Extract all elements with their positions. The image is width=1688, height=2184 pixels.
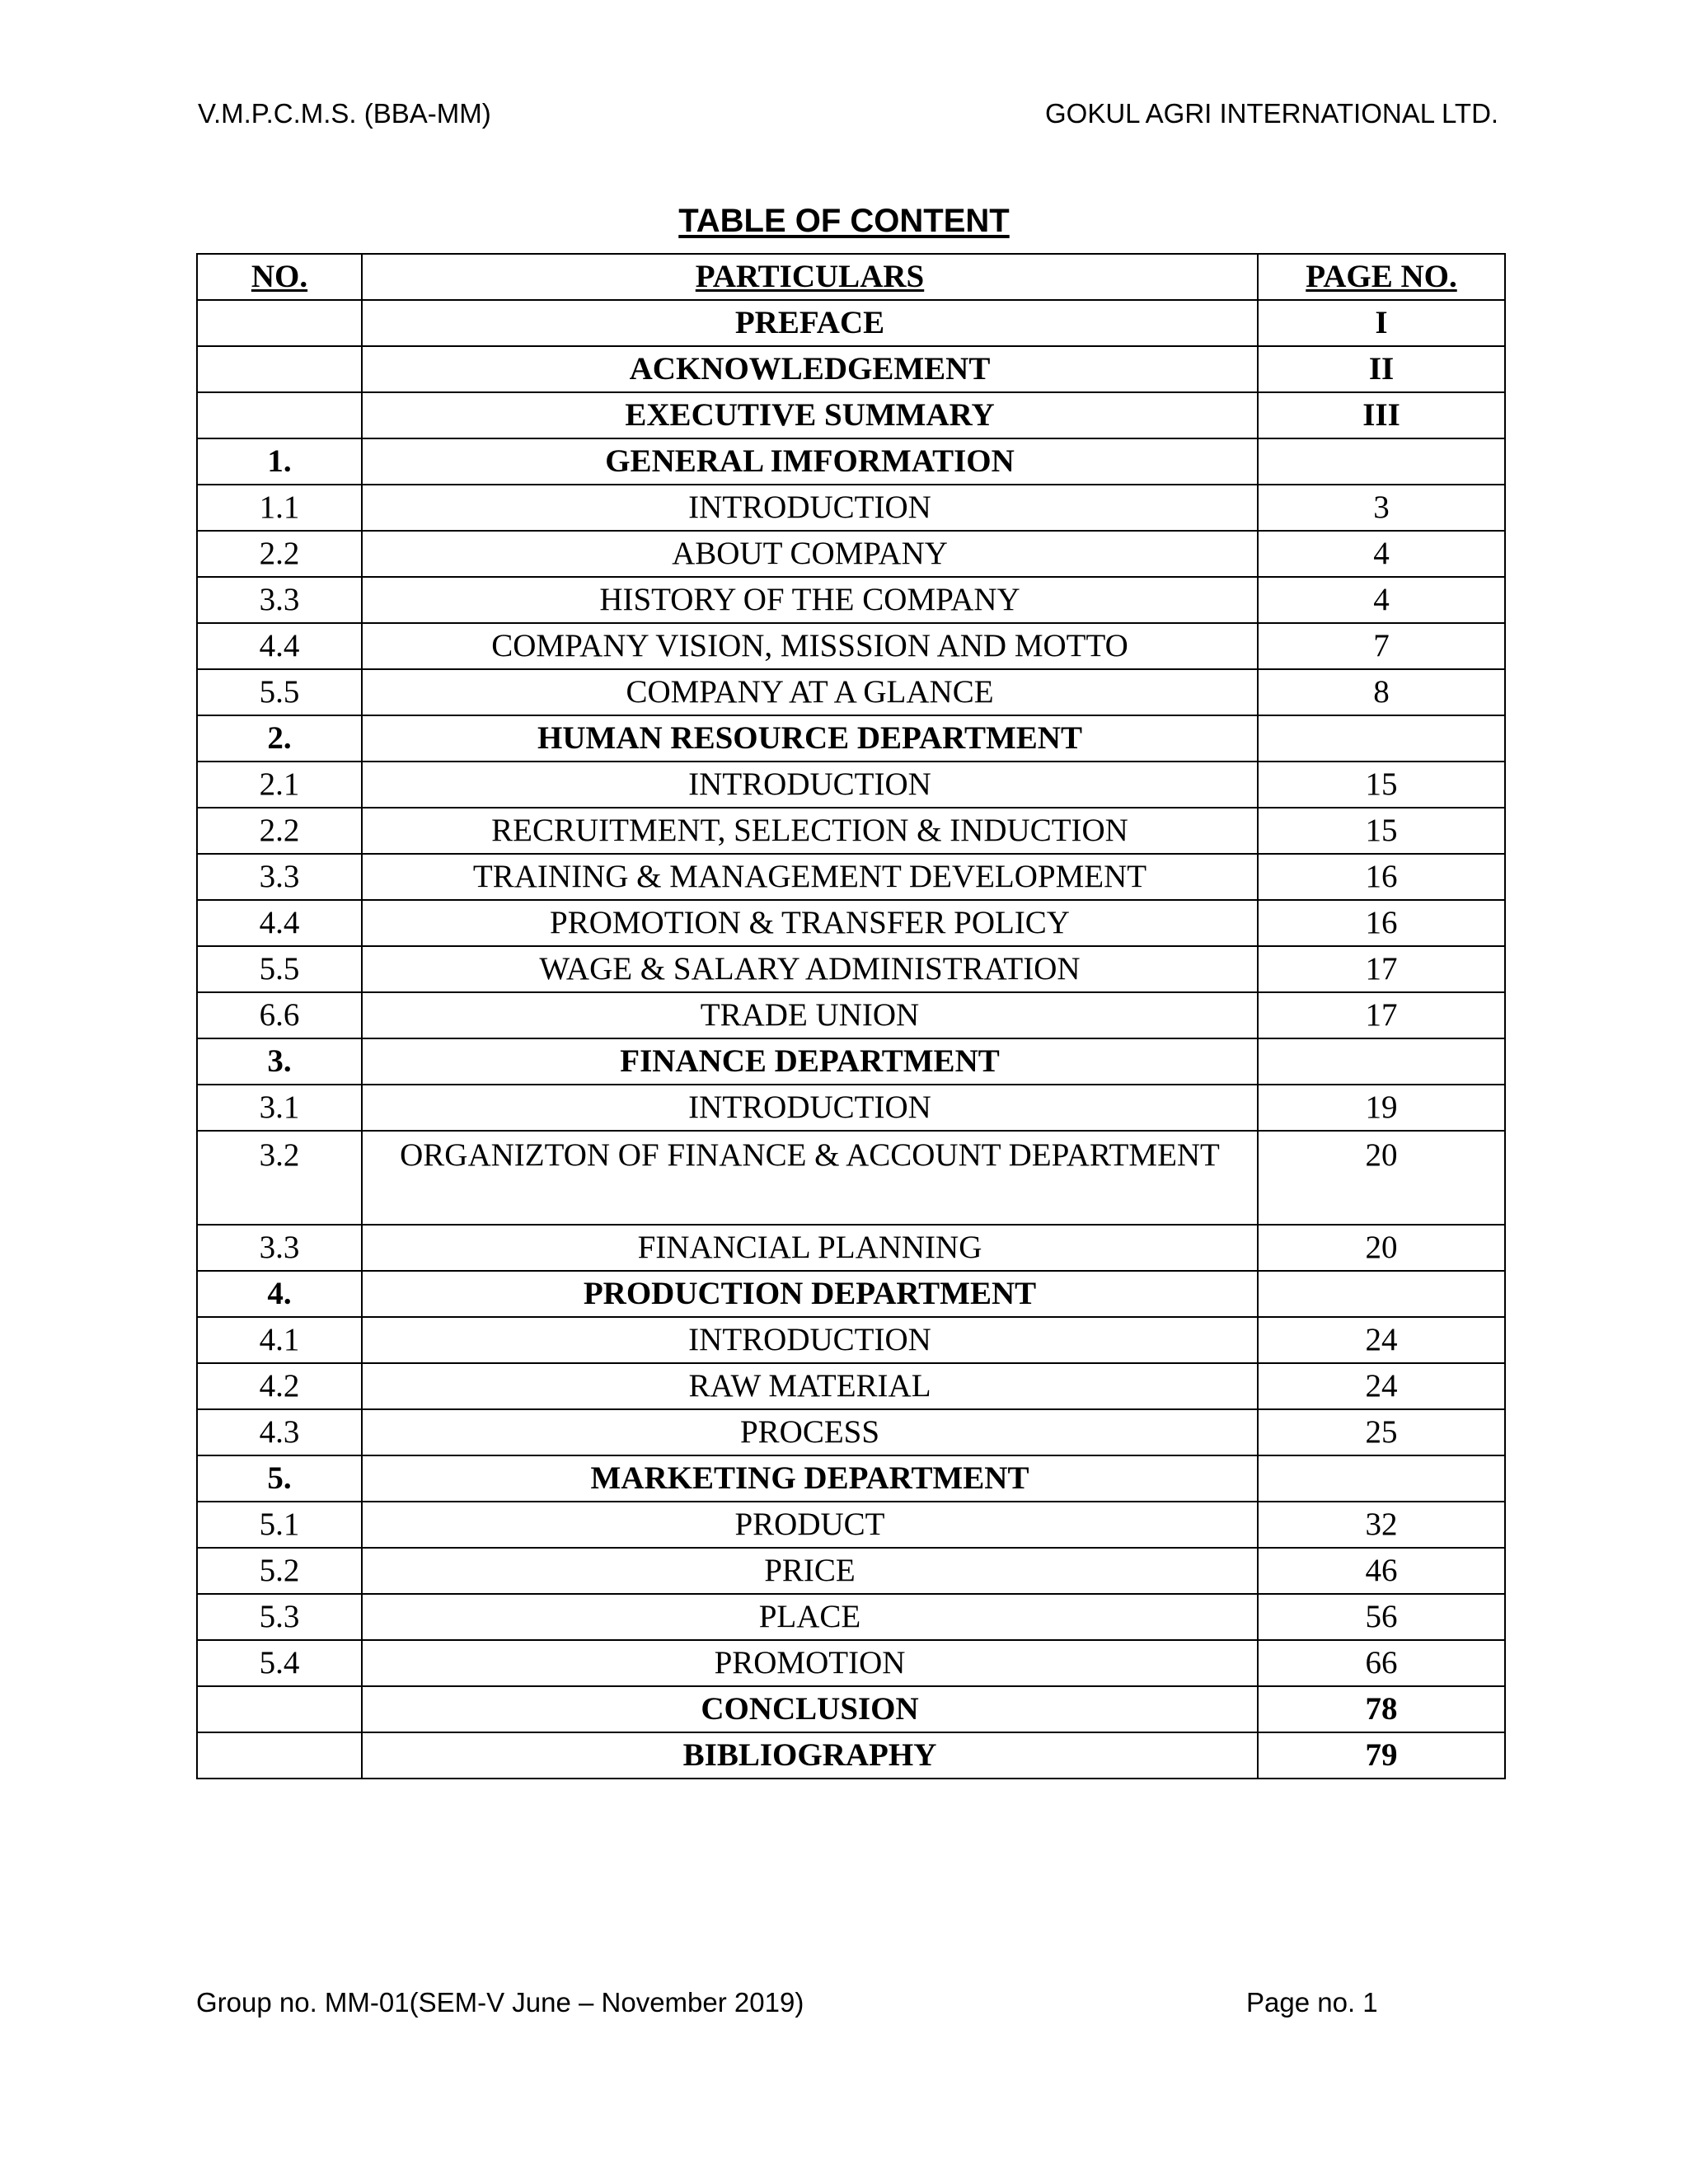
row-page-number: 79 <box>1258 1732 1505 1779</box>
row-page-number <box>1258 1038 1505 1085</box>
table-row <box>197 992 1505 1038</box>
row-page-number: I <box>1258 300 1505 346</box>
toc-body <box>197 300 1505 1779</box>
row-number <box>197 1686 362 1732</box>
row-number: 2.2 <box>197 531 362 577</box>
row-page-number: 20 <box>1258 1225 1505 1271</box>
row-page-number: 16 <box>1258 900 1505 946</box>
table-row <box>197 623 1505 669</box>
row-particulars: COMPANY VISION, MISSSION AND MOTTO <box>362 623 1258 669</box>
table-row <box>197 1409 1505 1455</box>
table-row <box>197 1225 1505 1271</box>
row-page-number: 3 <box>1258 485 1505 531</box>
row-number: 3.3 <box>197 1225 362 1271</box>
row-number: 5.4 <box>197 1640 362 1686</box>
row-number: 5.3 <box>197 1594 362 1640</box>
table-row <box>197 1317 1505 1363</box>
row-number: 3.2 <box>197 1131 362 1225</box>
row-particulars: HUMAN RESOURCE DEPARTMENT <box>362 715 1258 762</box>
table-row <box>197 1594 1505 1640</box>
table-row <box>197 762 1505 808</box>
row-particulars: BIBLIOGRAPHY <box>362 1732 1258 1779</box>
row-number <box>197 300 362 346</box>
table-row <box>197 808 1505 854</box>
row-number: 3.1 <box>197 1085 362 1131</box>
row-page-number: III <box>1258 392 1505 438</box>
table-row <box>197 1640 1505 1686</box>
column-header-page: PAGE NO. <box>1258 254 1505 300</box>
table-row <box>197 1131 1505 1225</box>
row-page-number <box>1258 715 1505 762</box>
row-page-number: 46 <box>1258 1548 1505 1594</box>
footer-group: Group no. MM-01(SEM-V June – November 2019) <box>196 1987 804 2018</box>
row-page-number <box>1258 1455 1505 1502</box>
row-page-number: 56 <box>1258 1594 1505 1640</box>
header-institute: V.M.P.C.M.S. (BBA-MM) <box>198 98 491 129</box>
row-page-number: 4 <box>1258 531 1505 577</box>
row-particulars: ABOUT COMPANY <box>362 531 1258 577</box>
row-particulars: RAW MATERIAL <box>362 1363 1258 1409</box>
table-row <box>197 438 1505 485</box>
row-particulars: CONCLUSION <box>362 1686 1258 1732</box>
table-row <box>197 1686 1505 1732</box>
row-page-number: 32 <box>1258 1502 1505 1548</box>
table-row <box>197 1732 1505 1779</box>
row-number: 4.3 <box>197 1409 362 1455</box>
table-row <box>197 485 1505 531</box>
row-page-number: 15 <box>1258 808 1505 854</box>
row-number <box>197 346 362 392</box>
row-page-number <box>1258 1271 1505 1317</box>
row-number: 2. <box>197 715 362 762</box>
row-number: 1.1 <box>197 485 362 531</box>
table-row <box>197 1363 1505 1409</box>
table-row <box>197 854 1505 900</box>
row-number: 1. <box>197 438 362 485</box>
table-row <box>197 900 1505 946</box>
row-page-number: 25 <box>1258 1409 1505 1455</box>
row-page-number: 24 <box>1258 1363 1505 1409</box>
table-row <box>197 1502 1505 1548</box>
row-particulars: RECRUITMENT, SELECTION & INDUCTION <box>362 808 1258 854</box>
row-number: 3.3 <box>197 577 362 623</box>
row-page-number: 15 <box>1258 762 1505 808</box>
row-particulars: ACKNOWLEDGEMENT <box>362 346 1258 392</box>
row-number: 5. <box>197 1455 362 1502</box>
row-number: 5.5 <box>197 946 362 992</box>
table-row <box>197 577 1505 623</box>
row-page-number: 20 <box>1258 1131 1505 1225</box>
row-page-number: 8 <box>1258 669 1505 715</box>
table-row <box>197 300 1505 346</box>
row-number: 5.2 <box>197 1548 362 1594</box>
row-particulars: PRICE <box>362 1548 1258 1594</box>
row-particulars: PLACE <box>362 1594 1258 1640</box>
table-row <box>197 1548 1505 1594</box>
row-page-number: 17 <box>1258 946 1505 992</box>
row-particulars: INTRODUCTION <box>362 485 1258 531</box>
row-particulars: FINANCE DEPARTMENT <box>362 1038 1258 1085</box>
toc-table <box>196 253 1506 1779</box>
row-particulars: ORGANIZTON OF FINANCE & ACCOUNT DEPARTMENT <box>362 1131 1258 1225</box>
table-row <box>197 1038 1505 1085</box>
row-particulars: PREFACE <box>362 300 1258 346</box>
row-number: 3.3 <box>197 854 362 900</box>
row-particulars: EXECUTIVE SUMMARY <box>362 392 1258 438</box>
row-number: 4.2 <box>197 1363 362 1409</box>
row-particulars: COMPANY AT A GLANCE <box>362 669 1258 715</box>
row-particulars: PRODUCT <box>362 1502 1258 1548</box>
row-number: 2.1 <box>197 762 362 808</box>
row-number: 4.1 <box>197 1317 362 1363</box>
column-header-no: NO. <box>197 254 362 300</box>
row-particulars: PROMOTION & TRANSFER POLICY <box>362 900 1258 946</box>
row-page-number: 78 <box>1258 1686 1505 1732</box>
row-particulars: MARKETING DEPARTMENT <box>362 1455 1258 1502</box>
row-number: 5.5 <box>197 669 362 715</box>
table-row <box>197 531 1505 577</box>
row-page-number: 4 <box>1258 577 1505 623</box>
row-page-number <box>1258 438 1505 485</box>
table-row <box>197 1271 1505 1317</box>
row-page-number: 24 <box>1258 1317 1505 1363</box>
row-particulars: PRODUCTION DEPARTMENT <box>362 1271 1258 1317</box>
row-number <box>197 1732 362 1779</box>
row-particulars: INTRODUCTION <box>362 1085 1258 1131</box>
table-row <box>197 669 1505 715</box>
row-page-number: 17 <box>1258 992 1505 1038</box>
row-particulars: PROMOTION <box>362 1640 1258 1686</box>
table-row <box>197 715 1505 762</box>
row-particulars: INTRODUCTION <box>362 762 1258 808</box>
row-page-number: II <box>1258 346 1505 392</box>
row-number: 5.1 <box>197 1502 362 1548</box>
table-row <box>197 1085 1505 1131</box>
header-company: GOKUL AGRI INTERNATIONAL LTD. <box>1045 98 1499 129</box>
row-particulars: FINANCIAL PLANNING <box>362 1225 1258 1271</box>
row-particulars: GENERAL IMFORMATION <box>362 438 1258 485</box>
row-number: 2.2 <box>197 808 362 854</box>
row-page-number: 19 <box>1258 1085 1505 1131</box>
toc-header-row <box>197 254 1505 300</box>
row-number: 6.6 <box>197 992 362 1038</box>
row-number: 3. <box>197 1038 362 1085</box>
row-number: 4.4 <box>197 623 362 669</box>
row-number: 4. <box>197 1271 362 1317</box>
row-page-number: 66 <box>1258 1640 1505 1686</box>
table-row <box>197 346 1505 392</box>
table-row <box>197 392 1505 438</box>
row-particulars: WAGE & SALARY ADMINISTRATION <box>362 946 1258 992</box>
column-header-particulars: PARTICULARS <box>362 254 1258 300</box>
row-particulars: TRAINING & MANAGEMENT DEVELOPMENT <box>362 854 1258 900</box>
row-page-number: 16 <box>1258 854 1505 900</box>
row-number <box>197 392 362 438</box>
row-particulars: INTRODUCTION <box>362 1317 1258 1363</box>
row-number: 4.4 <box>197 900 362 946</box>
row-particulars: PROCESS <box>362 1409 1258 1455</box>
table-row <box>197 1455 1505 1502</box>
row-page-number: 7 <box>1258 623 1505 669</box>
footer-page-number: Page no. 1 <box>1246 1987 1378 2018</box>
row-particulars: TRADE UNION <box>362 992 1258 1038</box>
page-title: TABLE OF CONTENT <box>678 203 1010 239</box>
table-row <box>197 946 1505 992</box>
row-particulars: HISTORY OF THE COMPANY <box>362 577 1258 623</box>
